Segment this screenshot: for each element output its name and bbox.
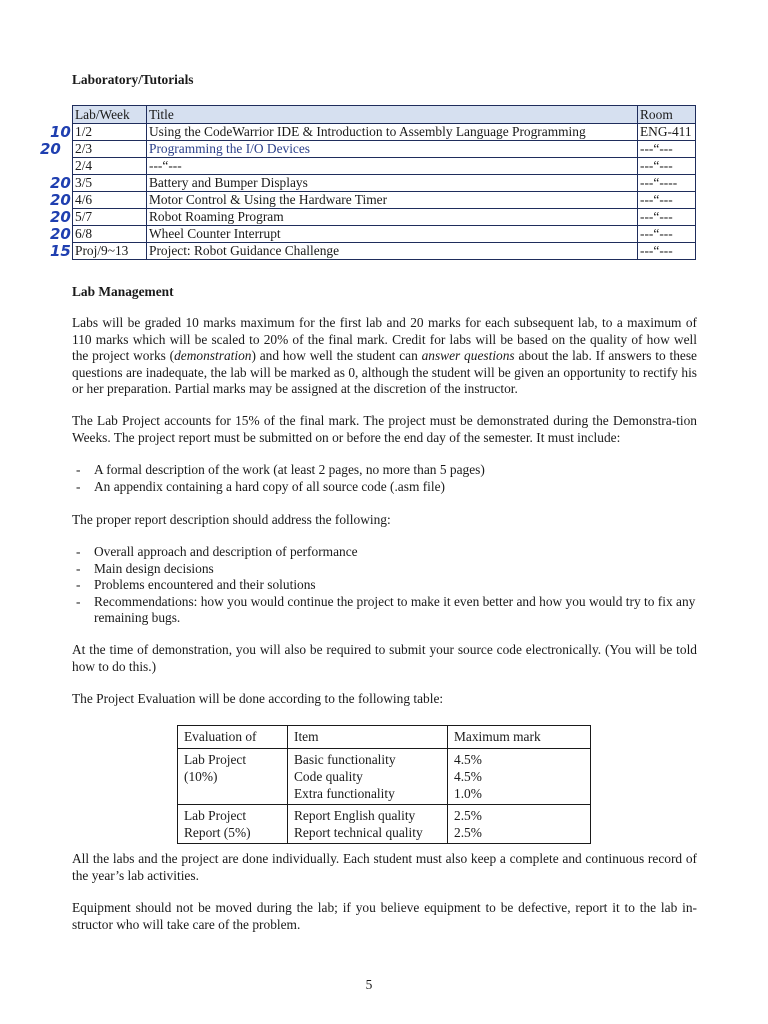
table-row [73, 141, 696, 158]
handwritten-mark: 20 [40, 140, 61, 158]
lab-title: Battery and Bumper Displays [147, 175, 638, 192]
table-header-row [178, 726, 591, 749]
list-item: - Recommendations: how you would continue the project to make it even better and how you would try to fix any remaining bugs. [72, 594, 697, 627]
lab-title: Project: Robot Guidance Challenge [147, 243, 638, 260]
list-item: - Problems encountered and their solutions [72, 577, 697, 594]
evaluation-group: Lab Project Report (5%) [178, 805, 288, 844]
evaluation-mark: 4.5% [454, 752, 482, 767]
evaluation-group: Lab Project (10%) [178, 749, 288, 805]
column-header: Item [288, 726, 448, 749]
lab-room: ENG-411 [638, 124, 696, 141]
include-list [72, 462, 697, 495]
heading-lab-management: Lab Management [72, 284, 174, 299]
page-number: 5 [365, 977, 373, 992]
grading-paragraph: Labs will be graded 10 marks maximum for the first lab and 20 marks for each subsequent lab, to a maximum of 110 marks which will be scaled to 20% of the final mark. Credit for labs will be based on the quality of how well the project works (demonstration) and how well the student can answer questions about the lab. If answers to these questions are inadequate, the lab will be marked as 0, although the student will be given an opportunity to rectify his or her preparation. Partial marks may be assigned at the discretion of the instructor. [72, 315, 698, 396]
table-row [73, 124, 696, 141]
evaluation-item: Report technical quality [294, 825, 423, 840]
evaluation-item: Code quality [294, 769, 363, 784]
lab-week: 6/8 [73, 226, 147, 243]
list-item: - Overall approach and description of performance [72, 544, 697, 561]
project-paragraph: The Lab Project accounts for 15% of the final mark. The project must be demonstrated during the Demonstra-tion Weeks. The project report must be submitted on or before the end day of the semester. It must include: [72, 413, 697, 445]
evaluation-mark: 2.5% [454, 808, 482, 823]
evaluation-intro-paragraph: The Project Evaluation will be done according to the following table: [72, 691, 444, 706]
lab-week: Proj/9~13 [73, 243, 147, 260]
evaluation-mark: 2.5% [454, 825, 482, 840]
lab-title: Programming the I/O Devices [147, 141, 638, 158]
emphasis-answer-questions: answer questions [421, 348, 515, 363]
report-list [72, 544, 697, 627]
lab-title: ---“--- [147, 158, 638, 175]
lab-room: ---“---- [638, 175, 696, 192]
table-row [73, 243, 696, 260]
individual-work-paragraph: All the labs and the project are done individually. Each student must also keep a complete and continuous record of the year’s lab activities. [72, 851, 697, 883]
column-header: Evaluation of [178, 726, 288, 749]
evaluation-item: Basic functionality [294, 752, 396, 767]
lab-week: 3/5 [73, 175, 147, 192]
lab-room: ---“--- [638, 158, 696, 175]
lab-room: ---“--- [638, 226, 696, 243]
lab-title: Robot Roaming Program [147, 209, 638, 226]
lab-room: ---“--- [638, 243, 696, 260]
handwritten-mark: 20 [50, 208, 71, 226]
list-item: - An appendix containing a hard copy of all source code (.asm file) [72, 479, 697, 496]
lab-room: ---“--- [638, 209, 696, 226]
column-header: Title [147, 106, 638, 124]
evaluation-table [177, 725, 591, 844]
table-row [73, 158, 696, 175]
lab-schedule-table [72, 105, 696, 260]
evaluation-items [288, 749, 448, 805]
evaluation-marks [448, 749, 591, 805]
lab-title: Using the CodeWarrior IDE & Introduction to Assembly Language Programming [147, 124, 638, 141]
table-row [178, 805, 591, 844]
lab-week: 1/2 [73, 124, 147, 141]
evaluation-mark: 1.0% [454, 786, 482, 801]
table-row [73, 192, 696, 209]
handwritten-mark: 20 [50, 225, 71, 243]
lab-title: Wheel Counter Interrupt [147, 226, 638, 243]
column-header: Maximum mark [448, 726, 591, 749]
evaluation-items [288, 805, 448, 844]
table-header-row [73, 106, 696, 124]
lab-room: ---“--- [638, 141, 696, 158]
lab-title: Motor Control & Using the Hardware Timer [147, 192, 638, 209]
lab-room: ---“--- [638, 192, 696, 209]
equipment-paragraph: Equipment should not be moved during the lab; if you believe equipment to be defective, report it to the lab in-structor who will take care of the problem. [72, 900, 697, 932]
handwritten-mark: 10 [50, 123, 71, 141]
evaluation-item: Extra functionality [294, 786, 395, 801]
evaluation-mark: 4.5% [454, 769, 482, 784]
table-row [178, 749, 591, 805]
heading-laboratory-tutorials: Laboratory/Tutorials [72, 72, 194, 87]
list-item: - Main design decisions [72, 561, 697, 578]
lab-week: 2/4 [73, 158, 147, 175]
table-row [73, 209, 696, 226]
list-item: - A formal description of the work (at least 2 pages, no more than 5 pages) [72, 462, 697, 479]
demonstration-paragraph: At the time of demonstration, you will also be required to submit your source code electronically. (You will be told how to do this.) [72, 642, 697, 674]
lab-week: 5/7 [73, 209, 147, 226]
column-header: Room [638, 106, 696, 124]
lab-week: 2/3 [73, 141, 147, 158]
column-header: Lab/Week [73, 106, 147, 124]
evaluation-marks [448, 805, 591, 844]
table-row [73, 175, 696, 192]
handwritten-mark: 15 [50, 242, 71, 260]
handwritten-mark: 20 [50, 174, 71, 192]
handwritten-mark: 20 [50, 191, 71, 209]
report-intro-paragraph: The proper report description should address the following: [72, 512, 391, 527]
table-row [73, 226, 696, 243]
lab-week: 4/6 [73, 192, 147, 209]
evaluation-item: Report English quality [294, 808, 416, 823]
emphasis-demonstration: demonstration [174, 348, 252, 363]
